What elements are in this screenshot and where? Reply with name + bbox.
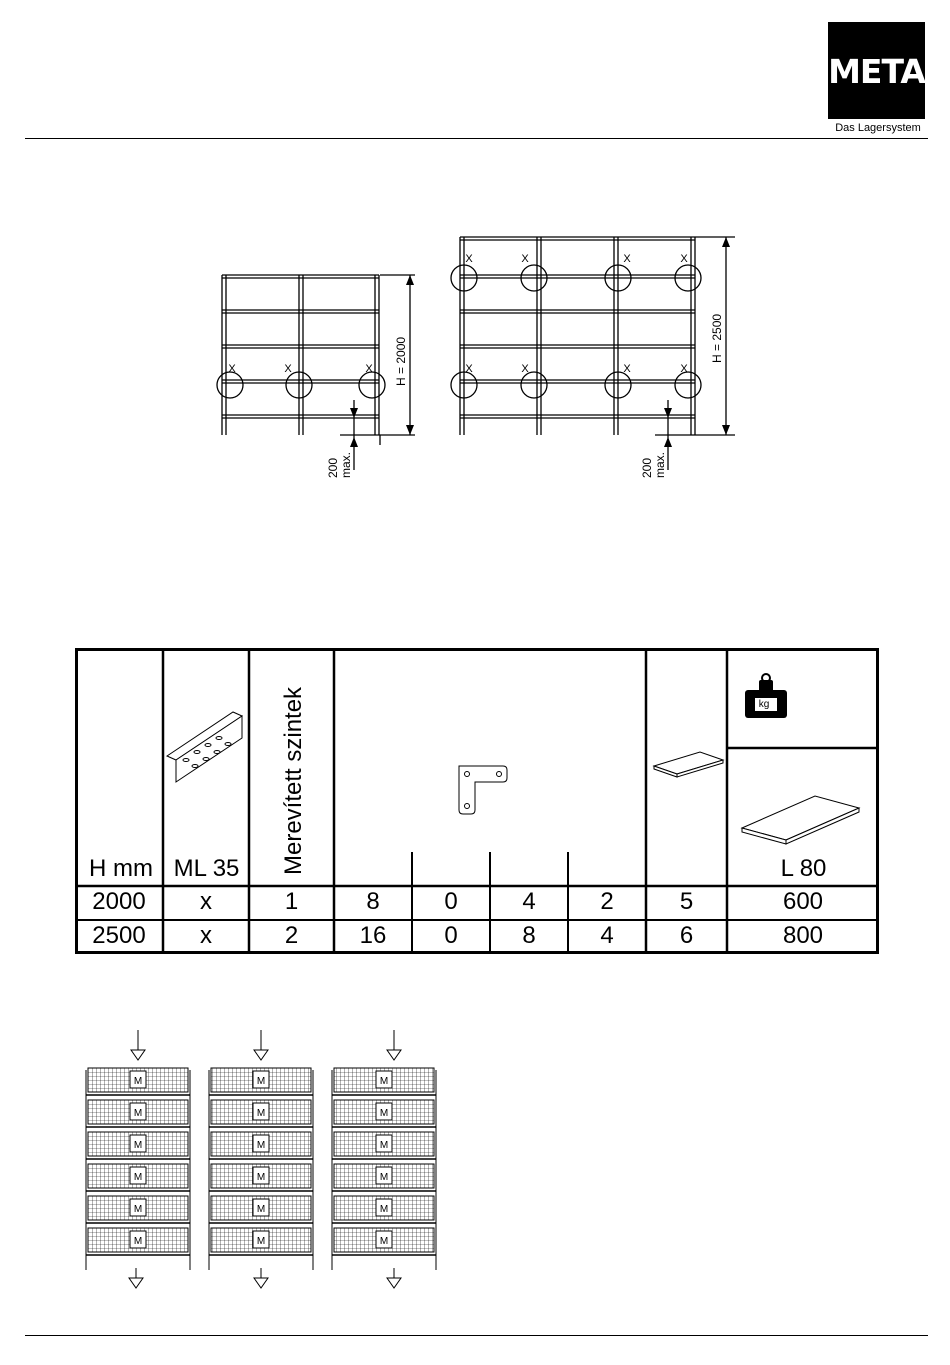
cell-count-3: 4	[522, 888, 536, 915]
loading-diagram	[0, 1020, 460, 1300]
shelf-diagram-2500	[451, 237, 735, 470]
shelving-diagrams	[0, 0, 950, 520]
spec-table	[75, 648, 879, 954]
weight-icon	[745, 674, 787, 718]
clearance-unit-right: max.	[653, 451, 667, 478]
load-arrow-icon	[131, 1050, 145, 1060]
x-marker: X	[521, 253, 529, 265]
cell-count-2: 0	[444, 888, 458, 915]
cell-count-3: 8	[522, 922, 536, 949]
shelf-panel-icon	[654, 752, 723, 777]
clearance-value-left: 200	[326, 457, 340, 478]
header-profile: ML 35	[173, 855, 240, 882]
angle-profile-icon	[167, 712, 242, 782]
box-label: M	[379, 1076, 389, 1087]
box-label: M	[133, 1172, 143, 1183]
brand-logo: META	[828, 52, 925, 91]
box-label: M	[256, 1140, 266, 1151]
unload-arrow-icon	[129, 1278, 143, 1288]
height-label-2000: H = 2000	[394, 336, 408, 386]
box-label: M	[256, 1076, 266, 1087]
footer-rule	[25, 1335, 928, 1336]
box-label: M	[256, 1204, 266, 1215]
unload-arrow-icon	[254, 1278, 268, 1288]
x-marker: X	[680, 253, 688, 265]
clearance-unit-left: max.	[339, 451, 353, 478]
box-label: M	[379, 1140, 389, 1151]
brand-tagline: Das Lagersystem	[835, 122, 921, 134]
load-arrow-icon	[387, 1050, 401, 1060]
weight-icon-label: kg	[758, 699, 770, 710]
cell-count-2: 0	[444, 922, 458, 949]
x-marker: X	[365, 363, 373, 375]
box-label: M	[379, 1204, 389, 1215]
x-marker: X	[228, 363, 236, 375]
cell-count-4: 2	[600, 888, 614, 915]
box-label: M	[379, 1108, 389, 1119]
cell-panels: 6	[679, 922, 694, 949]
cell-count-1: 8	[366, 888, 380, 915]
cell-count-4: 4	[600, 922, 614, 949]
load-arrow-icon	[254, 1050, 268, 1060]
cell-levels: 2	[284, 922, 299, 949]
box-label: M	[133, 1108, 143, 1119]
header-height: H mm	[89, 855, 153, 882]
loading-column	[209, 1030, 313, 1288]
box-label: M	[379, 1236, 389, 1247]
box-label: M	[133, 1076, 143, 1087]
x-marker: X	[521, 363, 529, 375]
x-marker: X	[680, 363, 688, 375]
cell-panels: 5	[679, 888, 694, 915]
x-marker: X	[465, 363, 473, 375]
box-label: M	[379, 1172, 389, 1183]
cell-height: 2500	[92, 922, 146, 949]
cell-profile: x	[200, 888, 212, 915]
x-marker: X	[284, 363, 292, 375]
shelf-board-icon	[742, 796, 859, 844]
cell-profile: x	[200, 922, 212, 949]
box-label: M	[133, 1204, 143, 1215]
cell-load: 600	[782, 888, 824, 915]
cell-levels: 1	[284, 888, 299, 915]
header-levels: Merevített szintek	[280, 686, 307, 875]
cell-height: 2000	[92, 888, 146, 915]
loading-column	[86, 1030, 190, 1288]
corner-plate-icon	[459, 766, 507, 814]
box-label: M	[133, 1140, 143, 1151]
height-label-2500: H = 2500	[710, 313, 724, 363]
box-label: M	[133, 1236, 143, 1247]
header-shelf: L 80	[780, 855, 827, 882]
x-marker: X	[623, 363, 631, 375]
box-label: M	[256, 1236, 266, 1247]
x-marker: X	[465, 253, 473, 265]
x-marker: X	[623, 253, 631, 265]
loading-column	[332, 1030, 436, 1288]
cell-count-1: 16	[359, 922, 387, 949]
clearance-value-right: 200	[640, 457, 654, 478]
cell-load: 800	[782, 922, 824, 949]
unload-arrow-icon	[387, 1278, 401, 1288]
box-label: M	[256, 1172, 266, 1183]
shelf-diagram-2000	[217, 275, 415, 470]
box-label: M	[256, 1108, 266, 1119]
